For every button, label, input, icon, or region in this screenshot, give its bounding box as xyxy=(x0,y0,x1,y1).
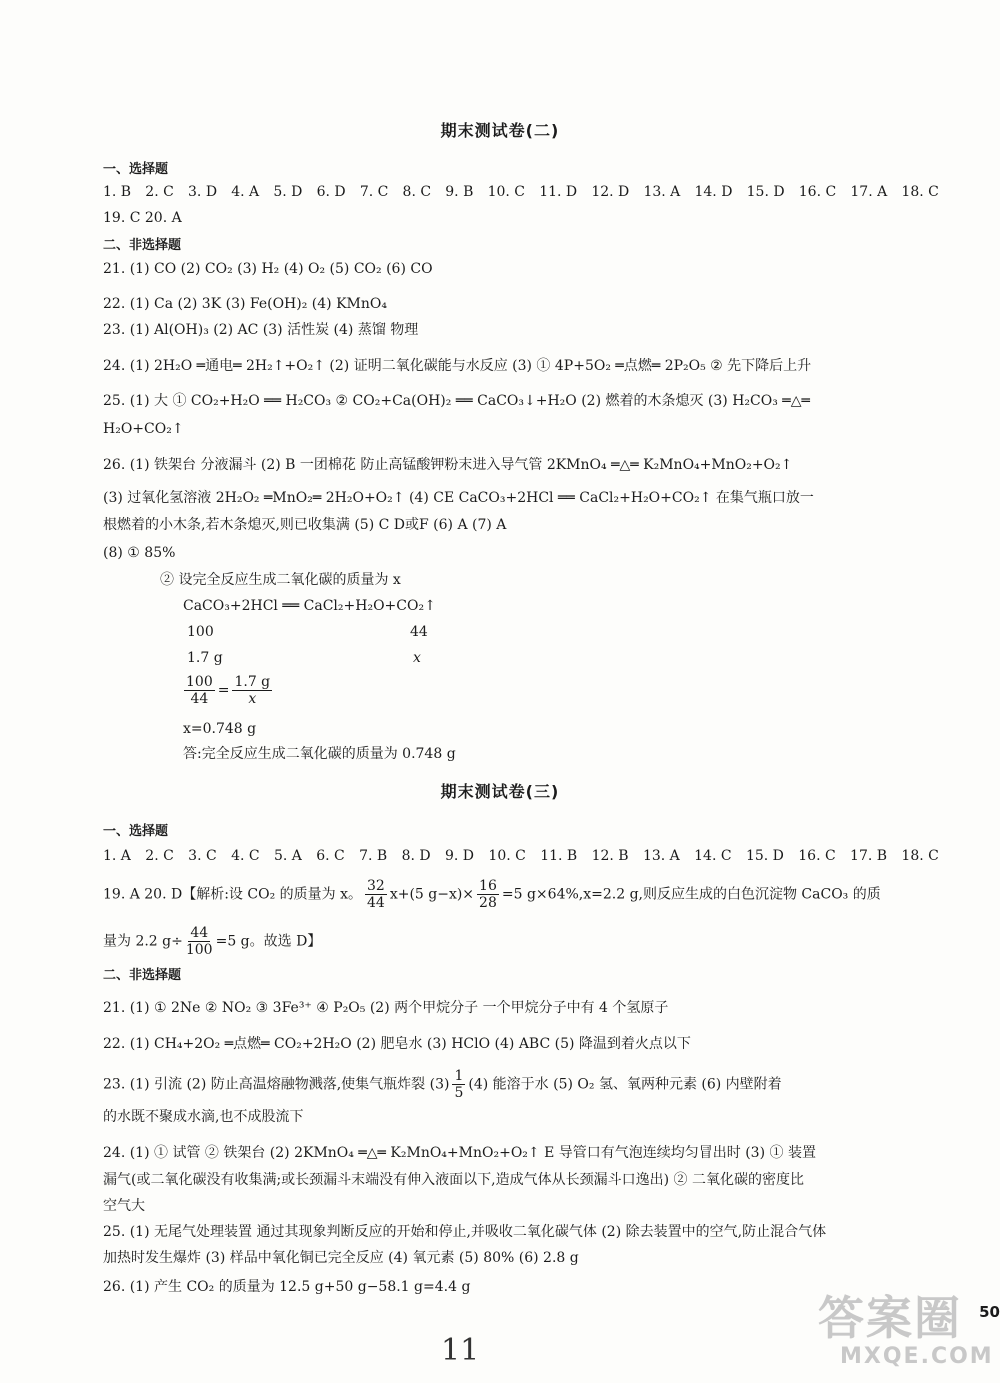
calc-molar-co2: 44 xyxy=(410,624,428,640)
answer: 16. C xyxy=(798,848,836,864)
text: x+(5 g−x)× xyxy=(389,886,475,903)
calc-molar-caco3: 100 xyxy=(187,624,214,640)
exam3-q24-line2: 漏气(或二氧化碳没有收集满;或长颈漏斗末端没有伸入液面以下,造成气体从长颈漏斗口逸出) ② 二氧化碳的密度比 xyxy=(103,1172,804,1188)
answer: 18. C xyxy=(901,848,939,864)
answer: 17. A xyxy=(850,184,888,200)
answer: 12. D xyxy=(591,184,630,200)
watermark-url: MXQE.COM xyxy=(840,1344,994,1369)
watermark-text: 答案圈 xyxy=(818,1291,962,1345)
answer: 17. B xyxy=(850,848,888,864)
text: 23. (1) 引流 (2) 防止高温熔融物溅落,使集气瓶炸裂 (3) xyxy=(103,1076,450,1093)
answer: 7. B xyxy=(359,848,388,864)
exam2-q26-line5: ② 设完全反应生成二氧化碳的质量为 x xyxy=(160,572,401,588)
calc-mass-x: x xyxy=(413,650,421,666)
exam3-section-nonchoice: 二、非选择题 xyxy=(103,968,182,983)
answer: 8. D xyxy=(401,848,431,864)
exam2-q23: 23. (1) Al(OH)₃ (2) AC (3) 活性炭 (4) 蒸馏 物理 xyxy=(103,322,419,338)
exam2-q26-line3: 根燃着的小木条,若木条熄灭,则已收集满 (5) C D或F (6) A (7) A xyxy=(103,517,507,533)
answer: 3. C xyxy=(188,848,217,864)
exam3-q19-20-line1 xyxy=(103,878,881,911)
answer: 10. C xyxy=(488,848,526,864)
numerator: 100 xyxy=(186,674,213,690)
answer: 18. C xyxy=(901,184,939,200)
answer: 1. B xyxy=(103,184,132,200)
calc-result: x=0.748 g xyxy=(183,721,257,737)
text: (4) 能溶于水 (5) O₂ 氢、氧两种元素 (6) 内壁附着 xyxy=(468,1076,782,1093)
answer: 4. A xyxy=(231,184,260,200)
answer: 11. B xyxy=(540,848,578,864)
answer: 7. C xyxy=(359,184,389,200)
exam3-q24-line1: 24. (1) ① 试管 ② 铁架台 (2) 2KMnO₄ ═△═ K₂MnO₄+MnO₂+O₂↑ E 导管口有气泡连续均匀冒出时 (3) ① 装置 xyxy=(103,1145,816,1161)
exam2-section-nonchoice: 二、非选择题 xyxy=(103,238,182,253)
answer: 9. B xyxy=(445,184,474,200)
denominator: 44 xyxy=(366,895,385,911)
exam3-q25-line2: 加热时发生爆炸 (3) 样品中氧化铜已完全反应 (4) 氧元素 (5) 80% (6) 2.8 g xyxy=(103,1250,579,1266)
exam3-q26: 26. (1) 产生 CO₂ 的质量为 12.5 g+50 g−58.1 g=4.4 g xyxy=(103,1279,471,1295)
exam2-q26-line1: 26. (1) 铁架台 分液漏斗 (2) B 一团棉花 防止高锰酸钾粉末进入导气管 2KMnO₄ ═△═ K₂MnO₄+MnO₂+O₂↑ xyxy=(103,457,793,473)
answer: 3. D xyxy=(188,184,218,200)
fraction xyxy=(477,878,499,911)
numerator: 44 xyxy=(190,925,209,941)
exam2-section-choice: 一、选择题 xyxy=(103,162,169,177)
calc-equation: CaCO₃+2HCl ══ CaCl₂+H₂O+CO₂↑ xyxy=(183,598,436,614)
exam2-q26-line4: (8) ① 85% xyxy=(103,545,176,561)
answer: 2. C xyxy=(145,184,174,200)
answer: 15. D xyxy=(745,848,784,864)
answer: 11. D xyxy=(539,184,578,200)
page-number: 50 xyxy=(979,1303,1000,1321)
exam3-q21: 21. (1) ① 2Ne ② NO₂ ③ 3Fe³⁺ ④ P₂O₅ (2) 两个甲烷分子 一个甲烷分子中有 4 个氢原子 xyxy=(103,1000,669,1016)
fraction xyxy=(365,878,387,911)
fraction xyxy=(452,1068,465,1101)
answer: 13. A xyxy=(642,848,680,864)
exam2-q24: 24. (1) 2H₂O ═通电═ 2H₂↑+O₂↑ (2) 证明二氧化碳能与水反应 (3) ① 4P+5O₂ ═点燃═ 2P₂O₅ ② 先下降后上升 xyxy=(103,358,812,374)
text: 量为 2.2 g÷ xyxy=(103,933,183,950)
denominator: 28 xyxy=(479,895,497,911)
text: 19. A 20. D【解析:设 CO₂ 的质量为 x。 xyxy=(103,886,362,903)
numerator: 32 xyxy=(366,878,385,894)
answer: 10. C xyxy=(487,184,525,200)
denominator: x xyxy=(248,691,257,707)
exam3-q23-line2: 的水既不聚成水滴,也不成股流下 xyxy=(103,1109,304,1125)
exam3-q25-line1: 25. (1) 无尾气处理装置 通过其现象判断反应的开始和停止,并吸收二氧化碳气体 (2) 除去装置中的空气,防止混合气体 xyxy=(103,1224,827,1240)
exam3-q23-line1 xyxy=(103,1068,782,1101)
fraction xyxy=(184,674,215,707)
exam3-mc-row1 xyxy=(103,846,939,866)
answer: 14. D xyxy=(694,184,733,200)
numerator: 1.7 g xyxy=(234,674,271,690)
answer: 13. A xyxy=(643,184,681,200)
text: =5 g。故选 D】 xyxy=(215,933,322,950)
exam3-title: 期末测试卷(三) xyxy=(440,782,560,801)
answer: 15. D xyxy=(746,184,785,200)
answer: 6. C xyxy=(316,848,345,864)
denominator: 100 xyxy=(185,942,213,958)
answer: 8. C xyxy=(402,184,432,200)
answer: 12. B xyxy=(591,848,629,864)
answer: 14. C xyxy=(694,848,732,864)
exam3-q22: 22. (1) CH₄+2O₂ ═点燃═ CO₂+2H₂O (2) 肥皂水 (3) HClO (4) ABC (5) 降温到着火点以下 xyxy=(103,1036,691,1052)
answer: 5. D xyxy=(273,184,303,200)
calc-answer: 答:完全反应生成二氧化碳的质量为 0.748 g xyxy=(183,746,456,762)
exam2-mc-row1 xyxy=(103,182,939,202)
exam3-q24-line3: 空气大 xyxy=(103,1198,145,1214)
exam2-q25-line1: 25. (1) 大 ① CO₂+H₂O ══ H₂CO₃ ② CO₂+Ca(OH)₂ ══ CaCO₃↓+H₂O (2) 燃着的木条熄灭 (3) H₂CO₃ ═△═ xyxy=(103,393,810,409)
exam2-q25-line2: H₂O+CO₂↑ xyxy=(103,421,184,437)
watermark-logo xyxy=(800,1278,1000,1383)
answer: 2. C xyxy=(145,848,174,864)
answer: 9. D xyxy=(445,848,475,864)
exam2-mc-row2: 19. C 20. A xyxy=(103,210,182,226)
answer: 5. A xyxy=(273,848,302,864)
fraction xyxy=(232,674,272,707)
answer: 16. C xyxy=(798,184,837,200)
answer: 1. A xyxy=(103,848,131,864)
numerator: 16 xyxy=(479,878,497,894)
exam2-q26-line2: (3) 过氧化氢溶液 2H₂O₂ ═MnO₂═ 2H₂O+O₂↑ (4) CE CaCO₃+2HCl ══ CaCl₂+H₂O+CO₂↑ 在集气瓶口放一 xyxy=(103,490,814,506)
exam2-q21: 21. (1) CO (2) CO₂ (3) H₂ (4) O₂ (5) CO₂ (6) CO xyxy=(103,261,433,277)
numerator: 1 xyxy=(454,1068,464,1084)
text: =5 g×64%,x=2.2 g,则反应生成的白色沉淀物 CaCO₃ 的质 xyxy=(501,886,881,903)
exam2-q22: 22. (1) Ca (2) 3K (3) Fe(OH)₂ (4) KMnO₄ xyxy=(103,296,387,312)
exam3-section-choice: 一、选择题 xyxy=(103,824,169,839)
answer: 6. D xyxy=(316,184,346,200)
exam2-title: 期末测试卷(二) xyxy=(440,121,560,140)
bottom-mark: 11 xyxy=(441,1333,480,1368)
calc-mass-caco3: 1.7 g xyxy=(187,650,223,666)
exam3-q19-20-line2 xyxy=(103,925,321,958)
calc-ratio: $\frac{100}{44}$ = $\frac{1.7 g}{x}$ xyxy=(186,674,271,707)
denominator: 5 xyxy=(454,1085,464,1101)
fraction xyxy=(186,925,213,958)
answer: 4. C xyxy=(231,848,260,864)
denominator: 44 xyxy=(190,691,209,707)
